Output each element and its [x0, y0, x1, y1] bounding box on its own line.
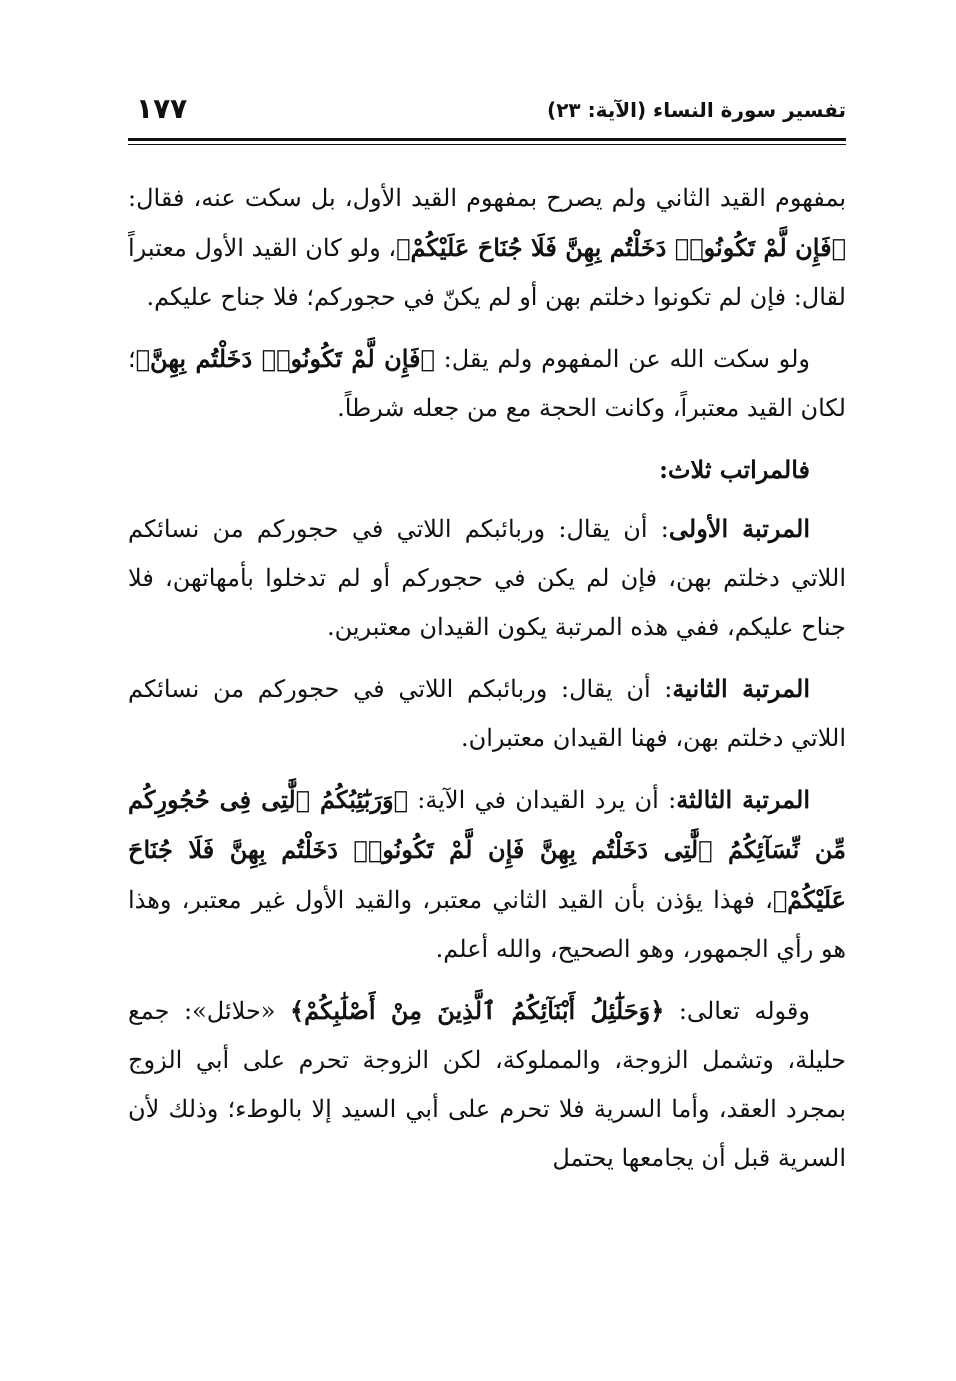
paragraph-2-text-b: ؛ لكان القيد معتبراً، وكانت الحجة مع من جعله شرطاً.: [128, 345, 846, 422]
body-text: [128, 174, 846, 1195]
rank-2-label: المرتبة الثانية: [672, 674, 810, 703]
paragraph-1-text-b: ، ولو كان القيد الأول معتبراً لقال: فإن لم تكونوا دخلتم بهن أو لم يكنّ في حجوركم؛ فلا جناح عليكم.: [128, 234, 846, 311]
rank-3-text-a: : أن يرد القيدان في الآية:: [408, 786, 677, 814]
book-page: [128, 90, 846, 1330]
running-title: تفسير سورة النساء (الآية: ٢٣): [547, 98, 846, 122]
rank-2-text: : أن يقال: وربائبكم اللاتي في حجوركم من نسائكم اللاتي دخلتم بهن، فهنا القيدان معتبران.: [128, 675, 846, 752]
header-rule-thick: [128, 138, 846, 141]
paragraph-1: [128, 174, 846, 322]
quran-quote-3: ﴿وَرَبَٰٓئِبُكُمُ ٱلَّٰتِى فِى حُجُورِكُم مِّن نِّسَآئِكُمُ ٱلَّٰتِى دَخَلْتُم بِهِنَّ فَإِن لَّمْ تَكُونُوا۟ دَخَلْتُم بِهِنَّ فَلَا جُنَاحَ عَلَيْكُمْ﴾: [128, 785, 846, 914]
rank-1-text: : أن يقال: وربائبكم اللاتي في حجوركم من نسائكم اللاتي دخلتم بهن، فإن لم يكن في حجوركم أو لم تدخلوا بأمهاتهن، فلا جناح عليكم، ففي هذه المرتبة يكون القيدان معتبرين.: [128, 515, 846, 641]
page-number: ١٧٧: [136, 92, 188, 125]
rank-3-text-b: ، فهذا يؤذن بأن القيد الثاني معتبر، والقيد الأول غير معتبر، وهذا هو رأي الجمهور، وهو الصحيح، والله أعلم.: [128, 886, 846, 963]
paragraph-6-text-a: وقوله تعالى:: [664, 997, 810, 1025]
paragraph-6: [128, 986, 846, 1183]
quran-quote-1: ﴿فَإِن لَّمْ تَكُونُوا۟ دَخَلْتُم بِهِنَّ فَلَا جُنَاحَ عَلَيْكُمْ﴾: [396, 233, 846, 262]
paragraph-6-text-b: «حلائل»: جمع حليلة، وتشمل الزوجة، والمملوكة، لكن الزوجة تحرم على أبي الزوج بمجرد العقد، وأما السرية فلا تحرم على أبي السيد إلا بالوطء؛ وذلك لأن السرية قبل أن يجامعها يحتمل: [128, 997, 846, 1172]
paragraph-rank-2: [128, 664, 846, 763]
paragraph-2-text-a: ولو سكت الله عن المفهوم ولم يقل:: [434, 345, 810, 373]
paragraph-1-text-a: بمفهوم القيد الثاني ولم يصرح بمفهوم القيد الأول، بل سكت عنه، فقال:: [128, 184, 846, 212]
rank-1-label: المرتبة الأولى: [668, 514, 810, 543]
header-rule-thin: [128, 144, 846, 145]
page-header: [128, 90, 846, 134]
quran-quote-4: ﴿وَحَلَٰٓئِلُ أَبْنَآئِكُمُ ٱلَّذِينَ مِنْ أَصْلَٰبِكُمْ﴾: [290, 996, 665, 1025]
paragraph-rank-1: [128, 504, 846, 652]
paragraph-rank-3: [128, 775, 846, 974]
paragraph-2: [128, 334, 846, 433]
rank-3-label: المرتبة الثالثة: [676, 785, 810, 814]
section-heading: فالمراتب ثلاث:: [659, 455, 810, 484]
quran-quote-2: ﴿فَإِن لَّمْ تَكُونُوا۟ دَخَلْتُم بِهِنَّ﴾: [135, 344, 435, 373]
